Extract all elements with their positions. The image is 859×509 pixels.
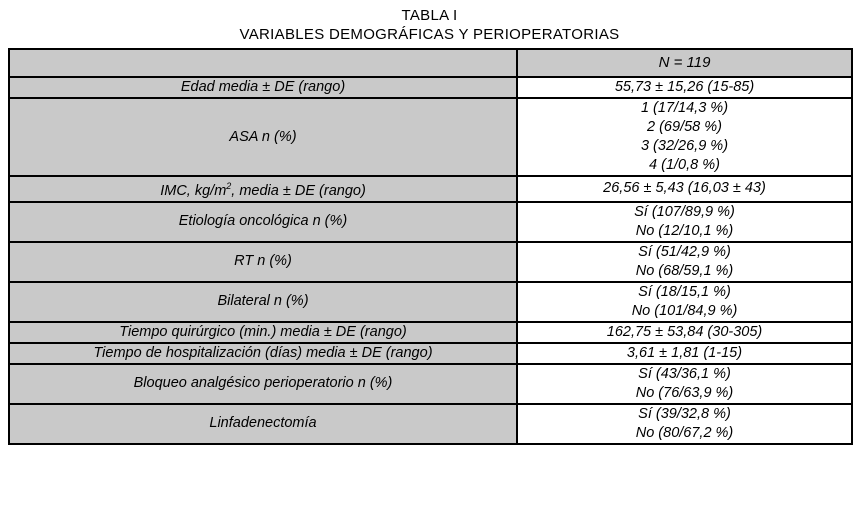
table-title-text: VARIABLES DEMOGRÁFICAS Y PERIOPERATORIAS [239, 26, 620, 43]
demographics-table [8, 48, 853, 445]
value-line: Sí (51/42,9 %) [638, 243, 731, 260]
value-line: No (68/59,1 %) [635, 262, 734, 279]
table-row [9, 242, 852, 282]
table-row [9, 282, 852, 322]
table-row [9, 202, 852, 242]
row-value [517, 404, 852, 444]
row-label: Edad media ± DE (rango) [9, 77, 517, 98]
row-value [517, 202, 852, 242]
row-label: Linfadenectomía [9, 404, 517, 444]
value-line: 26,56 ± 5,43 (16,03 ± 43) [603, 180, 766, 197]
row-label [9, 176, 517, 202]
row-label: Etiología oncológica n (%) [9, 202, 517, 242]
row-label: Bloqueo analgésico perioperatorio n (%) [9, 364, 517, 404]
row-value [517, 322, 852, 343]
value-line: 162,75 ± 53,84 (30-305) [606, 323, 763, 340]
value-line: 3 (32/26,9 %) [640, 138, 729, 154]
row-value [517, 282, 852, 322]
table-row [9, 98, 852, 176]
row-value [517, 364, 852, 404]
value-line: No (80/67,2 %) [635, 424, 734, 441]
value-line: Sí (39/32,8 %) [638, 405, 731, 422]
value-line: 4 (1/0,8 %) [649, 157, 720, 173]
value-line: No (101/84,9 %) [631, 302, 738, 319]
value-line: 2 (69/58 %) [647, 119, 722, 135]
table-row [9, 176, 852, 202]
row-value [517, 343, 852, 364]
row-label: Tiempo de hospitalización (días) media ± DE (rango) [9, 343, 517, 364]
header-cell-empty [9, 49, 517, 77]
table-row [9, 343, 852, 364]
table-row [9, 77, 852, 98]
value-line: 3,61 ± 1,81 (1-15) [626, 344, 743, 361]
value-line: Sí (18/15,1 %) [638, 283, 731, 300]
table-header-row [9, 49, 852, 77]
row-label: Tiempo quirúrgico (min.) media ± DE (rango) [9, 322, 517, 343]
table-row [9, 322, 852, 343]
header-cell-n: N = 119 [517, 49, 852, 77]
value-line: Sí (43/36,1 %) [638, 365, 731, 382]
row-label: ASA n (%) [9, 98, 517, 176]
value-line: Sí (107/89,9 %) [634, 203, 735, 220]
table-row [9, 404, 852, 444]
row-value [517, 77, 852, 98]
row-label-text: IMC, $kg/m^2$, media ± DE (rango) [160, 181, 366, 199]
value-line: 1 (17/14,3 %) [640, 100, 729, 116]
table-row [9, 364, 852, 404]
value-line: No (12/10,1 %) [635, 222, 734, 239]
table-body [9, 49, 852, 444]
table-title-number: TABLA I [401, 7, 458, 24]
value-line: 55,73 ± 15,26 (15-85) [614, 79, 755, 95]
table-title-block [0, 0, 859, 44]
value-line: No (76/63,9 %) [635, 384, 734, 401]
row-label: RT n (%) [9, 242, 517, 282]
row-label: Bilateral n (%) [9, 282, 517, 322]
row-value [517, 242, 852, 282]
row-value [517, 176, 852, 202]
table-container [8, 48, 851, 445]
row-value [517, 98, 852, 176]
